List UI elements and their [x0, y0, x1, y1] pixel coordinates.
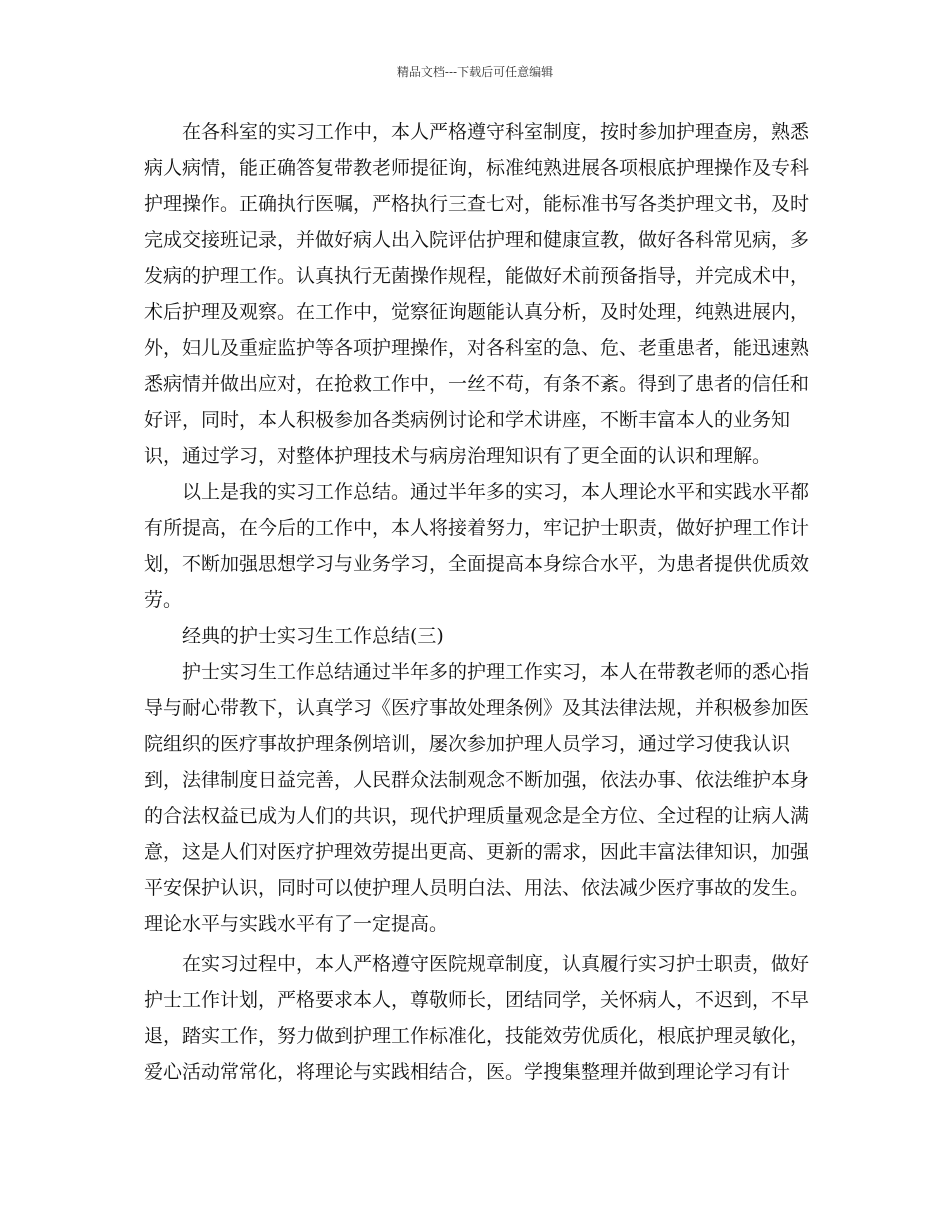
text-line: 护士实习生工作总结通过半年多的护理工作实习，本人在带教老师的悉心指: [182, 661, 810, 683]
text-line: 有所提高，在今后的工作中，本人将接着努力，牢记护士职责，做好护理工作计: [144, 517, 810, 539]
text-line: 退，踏实工作，努力做到护理工作标准化，技能效劳优质化，根底护理灵敏化，: [144, 1025, 810, 1047]
text-line: 爱心活动常常化，将理论与实践相结合，医。学搜集整理并做到理论学习有计: [144, 1061, 791, 1083]
text-line: 导与耐心带教下，认真学习《医疗事故处理条例》及其法律法规，并积极参加医: [144, 697, 810, 719]
text-line: 划，不断加强思想学习与业务学习，全面提高本身综合水平，为患者提供优质效: [144, 553, 810, 575]
text-line: 好评，同时，本人积极参加各类病例讨论和学术讲座，不断丰富本人的业务知: [144, 409, 791, 431]
text-line: 病人病情，能正确答复带教老师提征询，标准纯熟进展各项根底护理操作及专科: [144, 157, 810, 179]
text-line: 护理操作。正确执行医嘱，严格执行三查七对，能标准书写各类护理文书，及时: [144, 193, 810, 215]
text-line: 理论水平与实践水平有了一定提高。: [144, 913, 449, 935]
text-line: 外，妇儿及重症监护等各项护理操作，对各科室的急、危、老重患者，能迅速熟: [144, 337, 810, 359]
page-header: 精品文档---下载后可任意编辑: [396, 65, 554, 79]
text-line: 劳。: [144, 589, 183, 611]
document-body: [144, 114, 812, 1090]
text-line: 护士工作计划，严格要求本人，尊敬师长，团结同学，关怀病人，不迟到，不早: [144, 989, 810, 1011]
section-heading: 经典的护士实习生工作总结(三): [182, 625, 444, 647]
text-line: 悉病情并做出应对，在抢救工作中，一丝不苟，有条不紊。得到了患者的信任和: [144, 373, 810, 395]
text-line: 术后护理及观察。在工作中，觉察征询题能认真分析，及时处理，纯熟进展内，: [144, 301, 810, 323]
text-line: 以上是我的实习工作总结。通过半年多的实习，本人理论水平和实践水平都: [182, 481, 810, 503]
text-line: 在各科室的实习工作中，本人严格遵守科室制度，按时参加护理查房，熟悉: [182, 121, 810, 143]
text-line: 平安保护认识，同时可以使护理人员明白法、用法、依法减少医疗事故的发生。: [144, 877, 810, 899]
text-line: 到，法律制度日益完善，人民群众法制观念不断加强，依法办事、依法维护本身: [144, 769, 810, 791]
text-line: 完成交接班记录，并做好病人出入院评估护理和健康宣教，做好各科常见病，多: [144, 229, 810, 251]
text-line: 发病的护理工作。认真执行无菌操作规程，能做好术前预备指导，并完成术中，: [144, 265, 810, 287]
text-line: 识，通过学习，对整体护理技术与病房治理知识有了更全面的认识和理解。: [144, 445, 772, 467]
text-line: 院组织的医疗事故护理条例培训，屡次参加护理人员学习，通过学习使我认识: [144, 733, 791, 755]
text-line: 在实习过程中，本人严格遵守医院规章制度，认真履行实习护士职责，做好: [182, 953, 810, 975]
text-line: 的合法权益已成为人们的共识，现代护理质量观念是全方位、全过程的让病人满: [144, 805, 810, 827]
text-line: 意，这是人们对医疗护理效劳提出更高、更新的需求，因此丰富法律知识，加强: [144, 841, 810, 863]
